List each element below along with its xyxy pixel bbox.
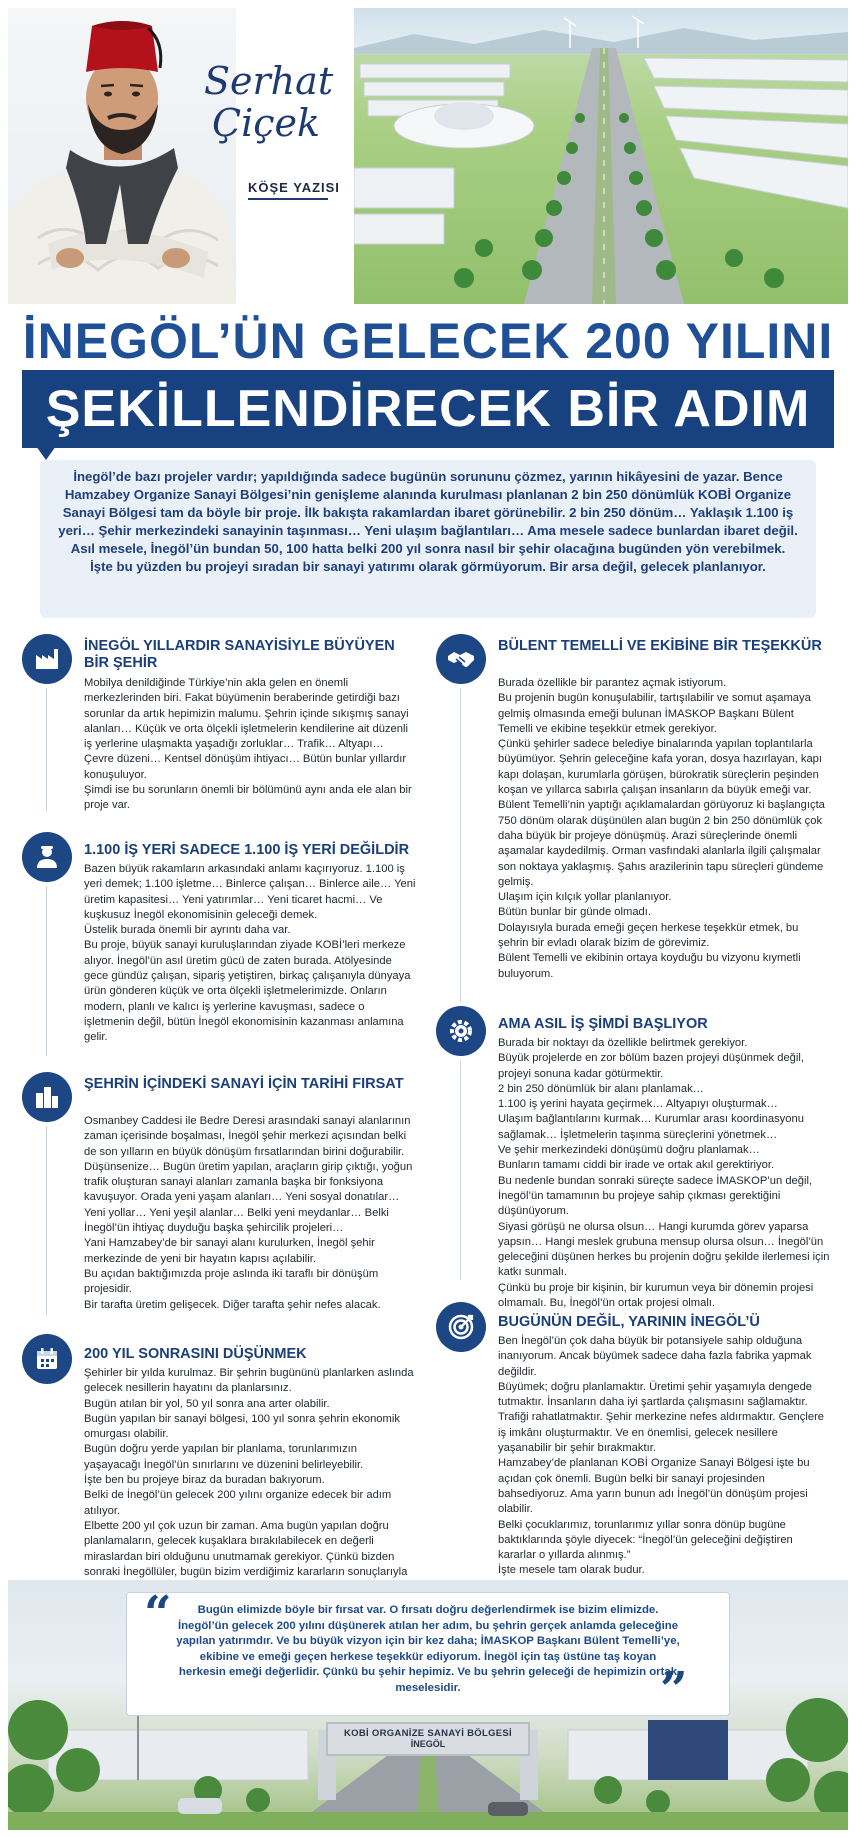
- section-connector-line: [46, 688, 47, 812]
- paragraph: Belki çocuklarımız, torunlarımız yıllar sonra dönüp bugüne baktıklarında şöyle diyecek: “İnegöl’ün geleceğini değiştiren kararlar o yıllarda alınmış.”: [498, 1518, 793, 1562]
- paragraph: Çünkü şehirler sadece belediye binalarında yapılan toplantılarla büyümüyor. Şehrin geleceğine kafa yoran, dosya hazırlayan, kapı kapı dolaşan, kurumlarla görüşen, bürokratik süreçlerin peşinden koşan ve yıllarca sabırla çalışan insanların da büyük emeği var.: [498, 738, 823, 797]
- quote-open-icon: “: [144, 1586, 172, 1642]
- section-title: İNEGÖL YILLARDIR SANAYİSİYLE BÜYÜYEN BİR ŞEHİR: [84, 638, 395, 671]
- paragraph: Bülent Temelli ve ekibinin ortaya koyduğu bu vizyonu kıymetli buluyorum.: [498, 952, 801, 980]
- paragraph: Belki de İnegöl’ün gelecek 200 yılını organize edecek bir adım atılıyor.: [84, 1489, 392, 1517]
- headline-banner-tail: [36, 446, 56, 460]
- paragraph: Siyasi görüşü ne olursa olsun… Hangi kurumda görev yaparsa yapsın… Hangi meslek grubuna mensup olursa olsun… İnegöl’ün geleceğini düşünen herkes bu projenin doğru şekilde ilerlemesi için katkı sunmalı.: [498, 1220, 830, 1279]
- paragraph: İşte ben bu projeye biraz da buradan bakıyorum.: [84, 1474, 325, 1487]
- paragraph: Düşünsenize… Bugün üretim yapılan, araçların girip çıktığı, yoğun trafik oluşturan sanayi alanları zamanla başka bir fonksiyona kavuşuyor. Orada yeni yaşam alanları… Yeni sosyal donatılar… Yeni yollar… Yeni yeşil alanlar… Belki yeni meydanlar… Belki İnegöl’ün ihtiyaç duyduğu başka şehircilik projeleri…: [84, 1160, 413, 1235]
- paragraph: Ulaşım bağlantılarını kurmak… Kurumlar arası koordinasyonu sağlamak… İşletmelerin taşınma süreçlerini yönetmek…: [498, 1113, 804, 1141]
- paragraph: Bazen büyük rakamların arkasındaki anlamı kaçırıyoruz. 1.100 iş yeri demek; 1.100 işletme… Binlerce çalışan… Binlerce aile… Yeni üretim kapasitesi… Yeni yatırımlar… Yeni ticaret hacmi… Ve kuşkusuz İnegöl ekonomisinin geleceği demek.: [84, 863, 416, 921]
- intro-box: [40, 460, 816, 618]
- factory-icon: [22, 634, 72, 684]
- paragraph: Şehirler bir yılda kurulmaz. Bir şehrin bugününü planlarken aslında gelecek nesillerin hayatını da planlarsınız.: [84, 1367, 414, 1395]
- paragraph: Çünkü bu proje bir kişinin, bir kurumun veya bir dönemin projesi olmamalı. Bu, İnegöl’ün ortak projesi olmalı.: [498, 1281, 814, 1310]
- quote-text: Bugün elimizde böyle bir fırsat var. O fırsatı doğru değerlendirmek ise bizim elimizde. İnegöl’ün gelecek 200 yılını düşünerek atılan her adım, bu şehrin gerçek anlamda geleceğine yapılan yatırımdır. Ve bu büyük vizyon için bir kez daha; İMASKOP Başkanı Bülent Temelli’ye, ekibine ve emeği geçen herkese teşekkür ediyorum. İnegöl için taş üstüne taş koyan herkesin emeği değerlidir. Çünkü bu şehir hepimiz. Ve bu şehrin geleceği de hepimizin ortak meselesidir.: [176, 1604, 680, 1694]
- paragraph: Üstelik burada önemli bir ayrıntı daha var.: [84, 924, 291, 937]
- gate-sign: [326, 1722, 530, 1756]
- author-name: [204, 60, 334, 144]
- headline-line-1: İNEGÖL’ÜN GELECEK 200 YILINI: [22, 313, 834, 369]
- author-first-name: Serhat: [204, 59, 334, 103]
- headline-line-2: ŞEKİLLENDİRECEK BİR ADIM: [45, 380, 811, 438]
- section-title: 1.100 İŞ YERİ SADECE 1.100 İŞ YERİ DEĞİLDİR: [84, 842, 410, 858]
- quote-box: [126, 1586, 730, 1716]
- section-title: BUGÜNÜN DEĞİL, YARININ İNEGÖL’Ü: [498, 1314, 760, 1330]
- section-industry-city: [18, 632, 418, 818]
- paragraph: Bugün doğru yerde yapılan bir planlama, torunlarımızın yaşayacağı İnegöl’ün sınırlarını ve düzenini belirleyebilir.: [84, 1443, 364, 1471]
- paragraph: Bugün yapılan bir sanayi bölgesi, 100 yıl sonra şehrin ekonomik omurgası olabilir.: [84, 1412, 400, 1441]
- paragraph: Ben İnegöl’ün çok daha büyük bir potansiyele sahip olduğuna inanıyorum. Ancak büyümek sadece daha fazla fabrika yapmak değildir.: [498, 1335, 812, 1378]
- header: [8, 8, 848, 304]
- paragraph: Büyümek; doğru planlamaktır. Üretimi şehir yaşamıyla dengede tutmaktır. İnsanların daha iyi şartlarda çalışmasını sağlamaktır. Trafiği rahatlatmaktır. Şehir merkezine nefes aldırmaktır. Gençlere iş imkânı oluşturmaktır. Ve en önemlisi, gelecek nesillere yaşanabilir bir şehir bırakmaktır.: [498, 1380, 825, 1455]
- section-body: [84, 1366, 416, 1595]
- section-body: [498, 1036, 830, 1311]
- paragraph: Burada bir noktayı da özellikle belirtmek gerekiyor.: [498, 1037, 748, 1049]
- section-title: BÜLENT TEMELLİ VE EKİBİNE BİR TEŞEKKÜR: [498, 638, 822, 654]
- section-body: [498, 676, 830, 982]
- paragraph: Yani Hamzabey’de bir sanayi alanı kurulurken, İnegöl şehir merkezinde de yeni bir hayatın kapısı açılabilir.: [84, 1237, 375, 1265]
- target-icon: [436, 1302, 486, 1352]
- gate-sign-line-1: KOBİ ORGANİZE SANAYİ BÖLGESİ: [344, 1728, 512, 1739]
- paragraph: Bütün bunlar bir günde olmadı.: [498, 906, 651, 919]
- author-role: KÖŞE YAZISI: [248, 180, 340, 195]
- paragraph: Bir tarafta üretim gelişecek. Diğer tarafta şehir nefes alacak.: [84, 1298, 381, 1311]
- section-body: [84, 676, 416, 814]
- paragraph: Dolayısıyla burada emeği geçen herkese teşekkür etmek, bu şehrin bir evladı olarak bizim de görevimiz.: [498, 921, 799, 950]
- paragraph: Bunların tamamı ciddi bir irade ve ortak akıl gerektiriyor.: [498, 1159, 775, 1172]
- paragraph: İşte mesele tam olarak budur.: [498, 1564, 645, 1577]
- section-200-years: [18, 1332, 418, 1582]
- section-connector-line: [460, 1060, 461, 1280]
- section-body: [84, 862, 416, 1046]
- paragraph: Büyük projelerde en zor bölüm bazen projeyi düşünmek değil, projeyi sonuna kadar götürmektir.: [498, 1052, 804, 1080]
- worker-icon: [22, 832, 72, 882]
- paragraph: 2 bin 250 dönümlük bir alanı planlamak…: [498, 1082, 704, 1095]
- paragraph: Şimdi ise bu sorunların önemli bir bölümünü aynı anda ele alan bir proje var.: [84, 784, 412, 812]
- paragraph: Ulaşım için kılçık yollar planlanıyor.: [498, 891, 672, 904]
- author-role-divider: [248, 198, 328, 200]
- section-body: [84, 1114, 416, 1313]
- section-thanks: [432, 632, 832, 992]
- quote-close-icon: ”: [660, 1662, 688, 1718]
- section-city-industry-opportunity: [18, 1070, 418, 1318]
- paragraph: Mobilya denildiğinde Türkiye’nin akla gelen en önemli merkezlerinden biri. Fakat büyümenin beraberinde getirdiği bazı sorunlar da artık hepimizin malumu. Şehrin içinde sıkışmış sanayi alanları… Küçük ve orta ölçekli işletmelerin kendilerine ait düzenli iş yerlerine ulaşmakta yaşadığı zorluklar… Trafik… Altyapı… Çevre düzeni… Kentsel dönüşüm ihtiyacı… Bütün bunlar yıllardır konuşuluyor.: [84, 677, 409, 781]
- section-body: [498, 1334, 830, 1579]
- paragraph: Bülent Temelli’nin yaptığı açıklamalardan görüyoruz ki başlangıçta 750 dönüm olarak düşünülen alan bugün 2 bin 250 dönümlük çok daha büyük bir projeye dönüşmüş. Arazi süreçlerinde önemli aşamalar kaydedilmiş. Orman vasfındaki alanlarla ilgili çalışmalar son noktaya yaklaşmış. Şahıs arazilerinin tapu süreçleri gündeme gelmiş.: [498, 799, 825, 888]
- author-last-name: Çiçek: [212, 101, 321, 145]
- paragraph: 1.100 iş yerini hayata geçirmek… Altyapıyı oluşturmak…: [498, 1098, 778, 1111]
- section-title: ŞEHRİN İÇİNDEKİ SANAYİ İÇİN TARİHİ FIRSAT: [84, 1076, 404, 1092]
- paragraph: Ve şehir merkezindeki dönüşümü doğru planlamak…: [498, 1144, 760, 1157]
- section-connector-line: [46, 1126, 47, 1316]
- section-1100-workplaces: [18, 830, 418, 1058]
- paragraph: Bu projenin bugün konuşulabilir, tartışılabilir ve somut aşamaya gelmiş olmasında emeği bulunan İMASKOP Başkanı Bülent Temelli ve ekibine teşekkür etmek gerekiyor.: [498, 692, 811, 735]
- section-connector-line: [46, 886, 47, 1056]
- paragraph: Osmanbey Caddesi ile Bedre Deresi arasındaki sanayi alanlarının zaman içerisinde boşalması, İnegöl şehir merkezi açısından belki de son yılların en büyük dönüşüm fırsatlarından birini doğurabilir.: [84, 1115, 411, 1158]
- section-title: 200 YIL SONRASINI DÜŞÜNMEK: [84, 1346, 307, 1362]
- paragraph: Bugün atılan bir yol, 50 yıl sonra ana arter olabilir.: [84, 1397, 330, 1410]
- section-connector-line: [460, 688, 461, 1002]
- paragraph: Bu açıdan baktığımızda proje aslında iki taraflı bir dönüşüm projesidir.: [84, 1267, 379, 1296]
- paragraph: Burada özellikle bir parantez açmak istiyorum.: [498, 677, 727, 689]
- aerial-industrial-zone-image: [354, 8, 848, 304]
- paragraph: Bu proje, büyük sanayi kuruluşlarından ziyade KOBİ’leri merkeze alıyor. İnegöl’ün asıl üretim gücü de zaten burada. Atölyesinde gece gündüz çalışan, sipariş yetiştiren, birkaç çalışanıyla dünyaya ürün gönderen küçük ve orta ölçekli işletmelerimizde. Onların modern, planlı ve kalıcı iş yerlerine kavuşması, sadece o işletmenin değil, bütün İnegöl ekonomisinin kazanması anlamına gelir.: [84, 939, 411, 1044]
- handshake-icon: [436, 634, 486, 684]
- section-tomorrows-inegol: [432, 1300, 832, 1580]
- paragraph: Bu nedenle bundan sonraki süreçte sadece İMASKOP’un değil, İnegöl’ün tamamının bu projeye sahip çıkması gerektiğini düşünüyorum.: [498, 1174, 813, 1218]
- intro-text: İnegöl’de bazı projeler vardır; yapıldığında sadece bugünün sorununu çözmez, yarının hikâyesini de yazar. Bence Hamzabey Organize Sanayi Bölgesi’nin genişleme alanında kurulması planlanan 2 bin 250 dönümlük KOBİ Organize Sanayi Bölgesi tam da böyle bir proje. İlk bakışta rakamlardan ibaret görünebilir. 2 bin 250 dönüm… Yaklaşık 1.100 iş yeri… Şehir merkezindeki sanayinin taşınması… Yeni ulaşım bağlantıları… Ama mesele sadece bunlardan ibaret değil. Asıl mesele, İnegöl’ün bundan 50, 100 hatta belki 200 yıl sonra nasıl bir şehir olacağına bugünden yön verebilmek. İşte bu yüzden bu projeyi sıradan bir sanayi yatırımı olarak görmüyorum. Bir arsa değil, gelecek planlanıyor.: [58, 469, 798, 574]
- city-buildings-icon: [22, 1072, 72, 1122]
- paragraph: Elbette 200 yıl çok uzun bir zaman. Ama bugün yapılan doğru planlamaların, gelecek kuşaklara bırakılabilecek en değerli miraslardan biri olduğunu unutmamak gerekiyor. Çünkü bizden sonraki İnegöllüler, bugün bizim verdiğimiz kararların sonuçlarıyla: [84, 1519, 408, 1578]
- author-photo: [8, 8, 236, 304]
- gate-sign-line-2: İNEGÖL: [410, 1739, 446, 1749]
- paragraph: Hamzabey’de planlanan KOBİ Organize Sanayi Bölgesi işte bu açıdan çok önemli. Bugün belki bir sanayi projesinden bahsediyoruz. Ama yarın bunun adı İnegöl’ün dönüşüm projesi olabilir.: [498, 1457, 810, 1516]
- section-real-work-begins: [432, 1004, 832, 1310]
- gear-icon: [436, 1006, 486, 1056]
- calendar-icon: [22, 1334, 72, 1384]
- section-title: AMA ASIL İŞ ŞİMDİ BAŞLIYOR: [498, 1016, 708, 1032]
